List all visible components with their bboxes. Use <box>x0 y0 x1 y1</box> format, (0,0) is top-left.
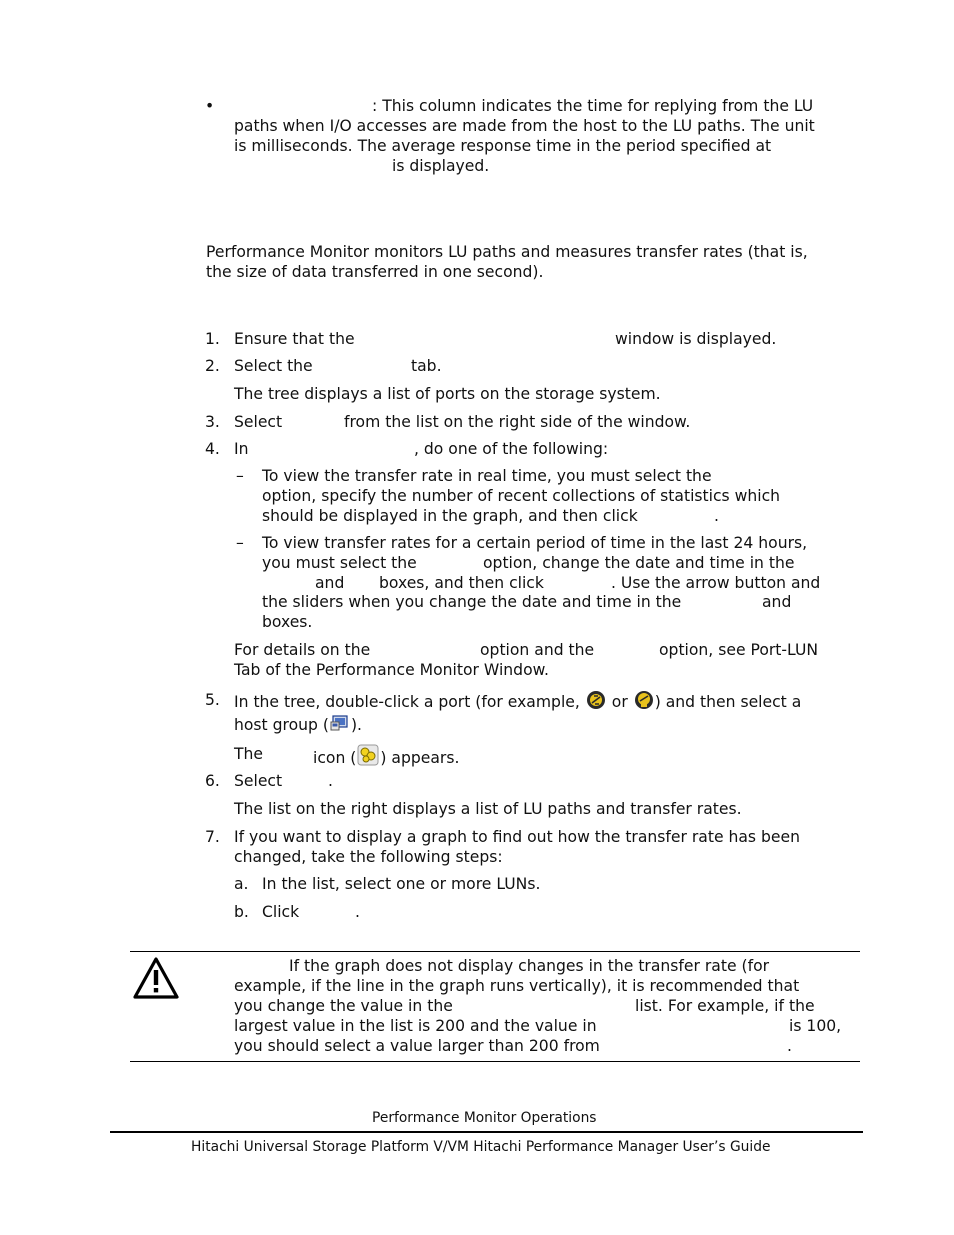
step-7b-text-a: Click <box>262 903 300 921</box>
bullet-line-4: is displayed. <box>392 157 490 175</box>
step-3-text-b: from the list on the right side of the window. <box>344 413 691 431</box>
step-1-text-a: Ensure that the <box>234 330 355 348</box>
step-4-option-2-line-3b: boxes, and then click <box>379 574 544 592</box>
step-6-text-a: Select <box>234 772 283 790</box>
caution-top-rule <box>130 951 860 952</box>
caution-line-4b: is 100, <box>789 1017 842 1035</box>
step-2-note: The tree displays a list of ports on the storage system. <box>234 385 661 403</box>
bullet-line-3: is milliseconds. The average response time in the period specified at <box>234 137 772 155</box>
step-4-details-b: option and the <box>480 641 595 659</box>
caution-line-2: example, if the line in the graph runs vertically), it is recommended that <box>234 977 800 995</box>
step-5-text-b: ) and then select a <box>654 693 802 711</box>
port-icon-alt <box>634 690 654 715</box>
step-7a-text: In the list, select one or more LUNs. <box>262 875 541 893</box>
step-4-option-2-line-2b: option, change the date and time in the <box>483 554 795 572</box>
step-7a-label: a. <box>234 875 249 893</box>
step-7-line-2: changed, take the following steps: <box>234 848 503 866</box>
step-4-option-2-line-4a: the sliders when you change the date and time in the <box>262 593 682 611</box>
step-4-option-2-line-2a: you must select the <box>262 554 417 572</box>
intro-line-1: Performance Monitor monitors LU paths and measures transfer rates (that is, <box>206 243 808 261</box>
step-6-number: 6. <box>205 772 220 790</box>
bullet-line-1: : This column indicates the time for replying from the LU <box>372 97 814 115</box>
bullet-line-2: paths when I/O accesses are made from the host to the LU paths. The unit <box>234 117 815 135</box>
bullet-glyph: • <box>205 97 215 115</box>
step-5-or: or <box>611 693 628 711</box>
step-4-details-a: For details on the <box>234 641 371 659</box>
intro-line-2: the size of data transferred in one second). <box>206 263 544 281</box>
caution-line-3b: list. For example, if the <box>635 997 815 1015</box>
step-2-number: 2. <box>205 357 220 375</box>
footer-guide-title: Hitachi Universal Storage Platform V/VM Hitachi Performance Manager User’s Guide <box>191 1139 771 1155</box>
step-4-option-2-line-4b: and <box>762 593 792 611</box>
warning-triangle-icon <box>132 956 180 1004</box>
step-4-option-2-line-1: To view transfer rates for a certain period of time in the last 24 hours, <box>262 534 808 552</box>
step-4-option-1-line-3a: should be displayed in the graph, and then click <box>262 507 638 525</box>
step-5-note-line <box>313 744 459 771</box>
step-4-option-2-line-3c: . Use the arrow button and <box>611 574 821 592</box>
footer-section-title: Performance Monitor Operations <box>372 1110 597 1126</box>
step-5-note-a: The <box>234 745 264 763</box>
step-3-text-a: Select <box>234 413 283 431</box>
step-7b-text-b: . <box>355 903 360 921</box>
step-1-number: 1. <box>205 330 220 348</box>
step-5-number: 5. <box>205 691 220 709</box>
step-6-note: The list on the right displays a list of LU paths and transfer rates. <box>234 800 742 818</box>
caution-line-4a: largest value in the list is 200 and the value in <box>234 1017 597 1035</box>
host-group-icon <box>330 713 350 738</box>
footer-rule <box>110 1131 863 1133</box>
step-4-option-2-dash: – <box>236 534 244 552</box>
step-5-note-b: icon ( <box>313 749 357 767</box>
step-4-option-2-line-3a: and <box>315 574 345 592</box>
step-4-details-line-2: Tab of the Performance Monitor Window. <box>234 661 549 679</box>
port-icon <box>586 690 606 715</box>
step-5-text-d: ). <box>350 716 362 734</box>
step-4-option-1-line-3b: . <box>714 507 719 525</box>
step-7-number: 7. <box>205 828 220 846</box>
step-5-note-c: ) appears. <box>380 749 460 767</box>
caution-line-5b: . <box>787 1037 792 1055</box>
step-5-text-a: In the tree, double-click a port (for example, <box>234 693 580 711</box>
step-4-text-a: In <box>234 440 249 458</box>
step-7-line-1: If you want to display a graph to find out how the transfer rate has been <box>234 828 800 846</box>
step-3-number: 3. <box>205 413 220 431</box>
step-5-line-1 <box>234 690 801 715</box>
caution-line-1: If the graph does not display changes in the transfer rate (for <box>289 957 770 975</box>
step-6-text-b: . <box>328 772 333 790</box>
step-4-option-1-line-1: To view the transfer rate in real time, you must select the <box>262 467 712 485</box>
step-4-option-2-line-5: boxes. <box>262 613 313 631</box>
step-2-text-a: Select the <box>234 357 313 375</box>
step-4-text-b: , do one of the following: <box>414 440 609 458</box>
step-7b-label: b. <box>234 903 249 921</box>
step-2-text-b: tab. <box>411 357 442 375</box>
lun-icon <box>357 744 379 771</box>
step-5-line-2 <box>234 713 362 738</box>
step-5-text-c: host group ( <box>234 716 329 734</box>
caution-bottom-rule <box>130 1061 860 1062</box>
step-4-number: 4. <box>205 440 220 458</box>
caution-line-5a: you should select a value larger than 200 from <box>234 1037 600 1055</box>
step-4-option-1-line-2: option, specify the number of recent collections of statistics which <box>262 487 781 505</box>
step-4-option-1-dash: – <box>236 467 244 485</box>
caution-line-3a: you change the value in the <box>234 997 453 1015</box>
step-4-details-c: option, see Port-LUN <box>659 641 819 659</box>
step-1-text-b: window is displayed. <box>615 330 777 348</box>
